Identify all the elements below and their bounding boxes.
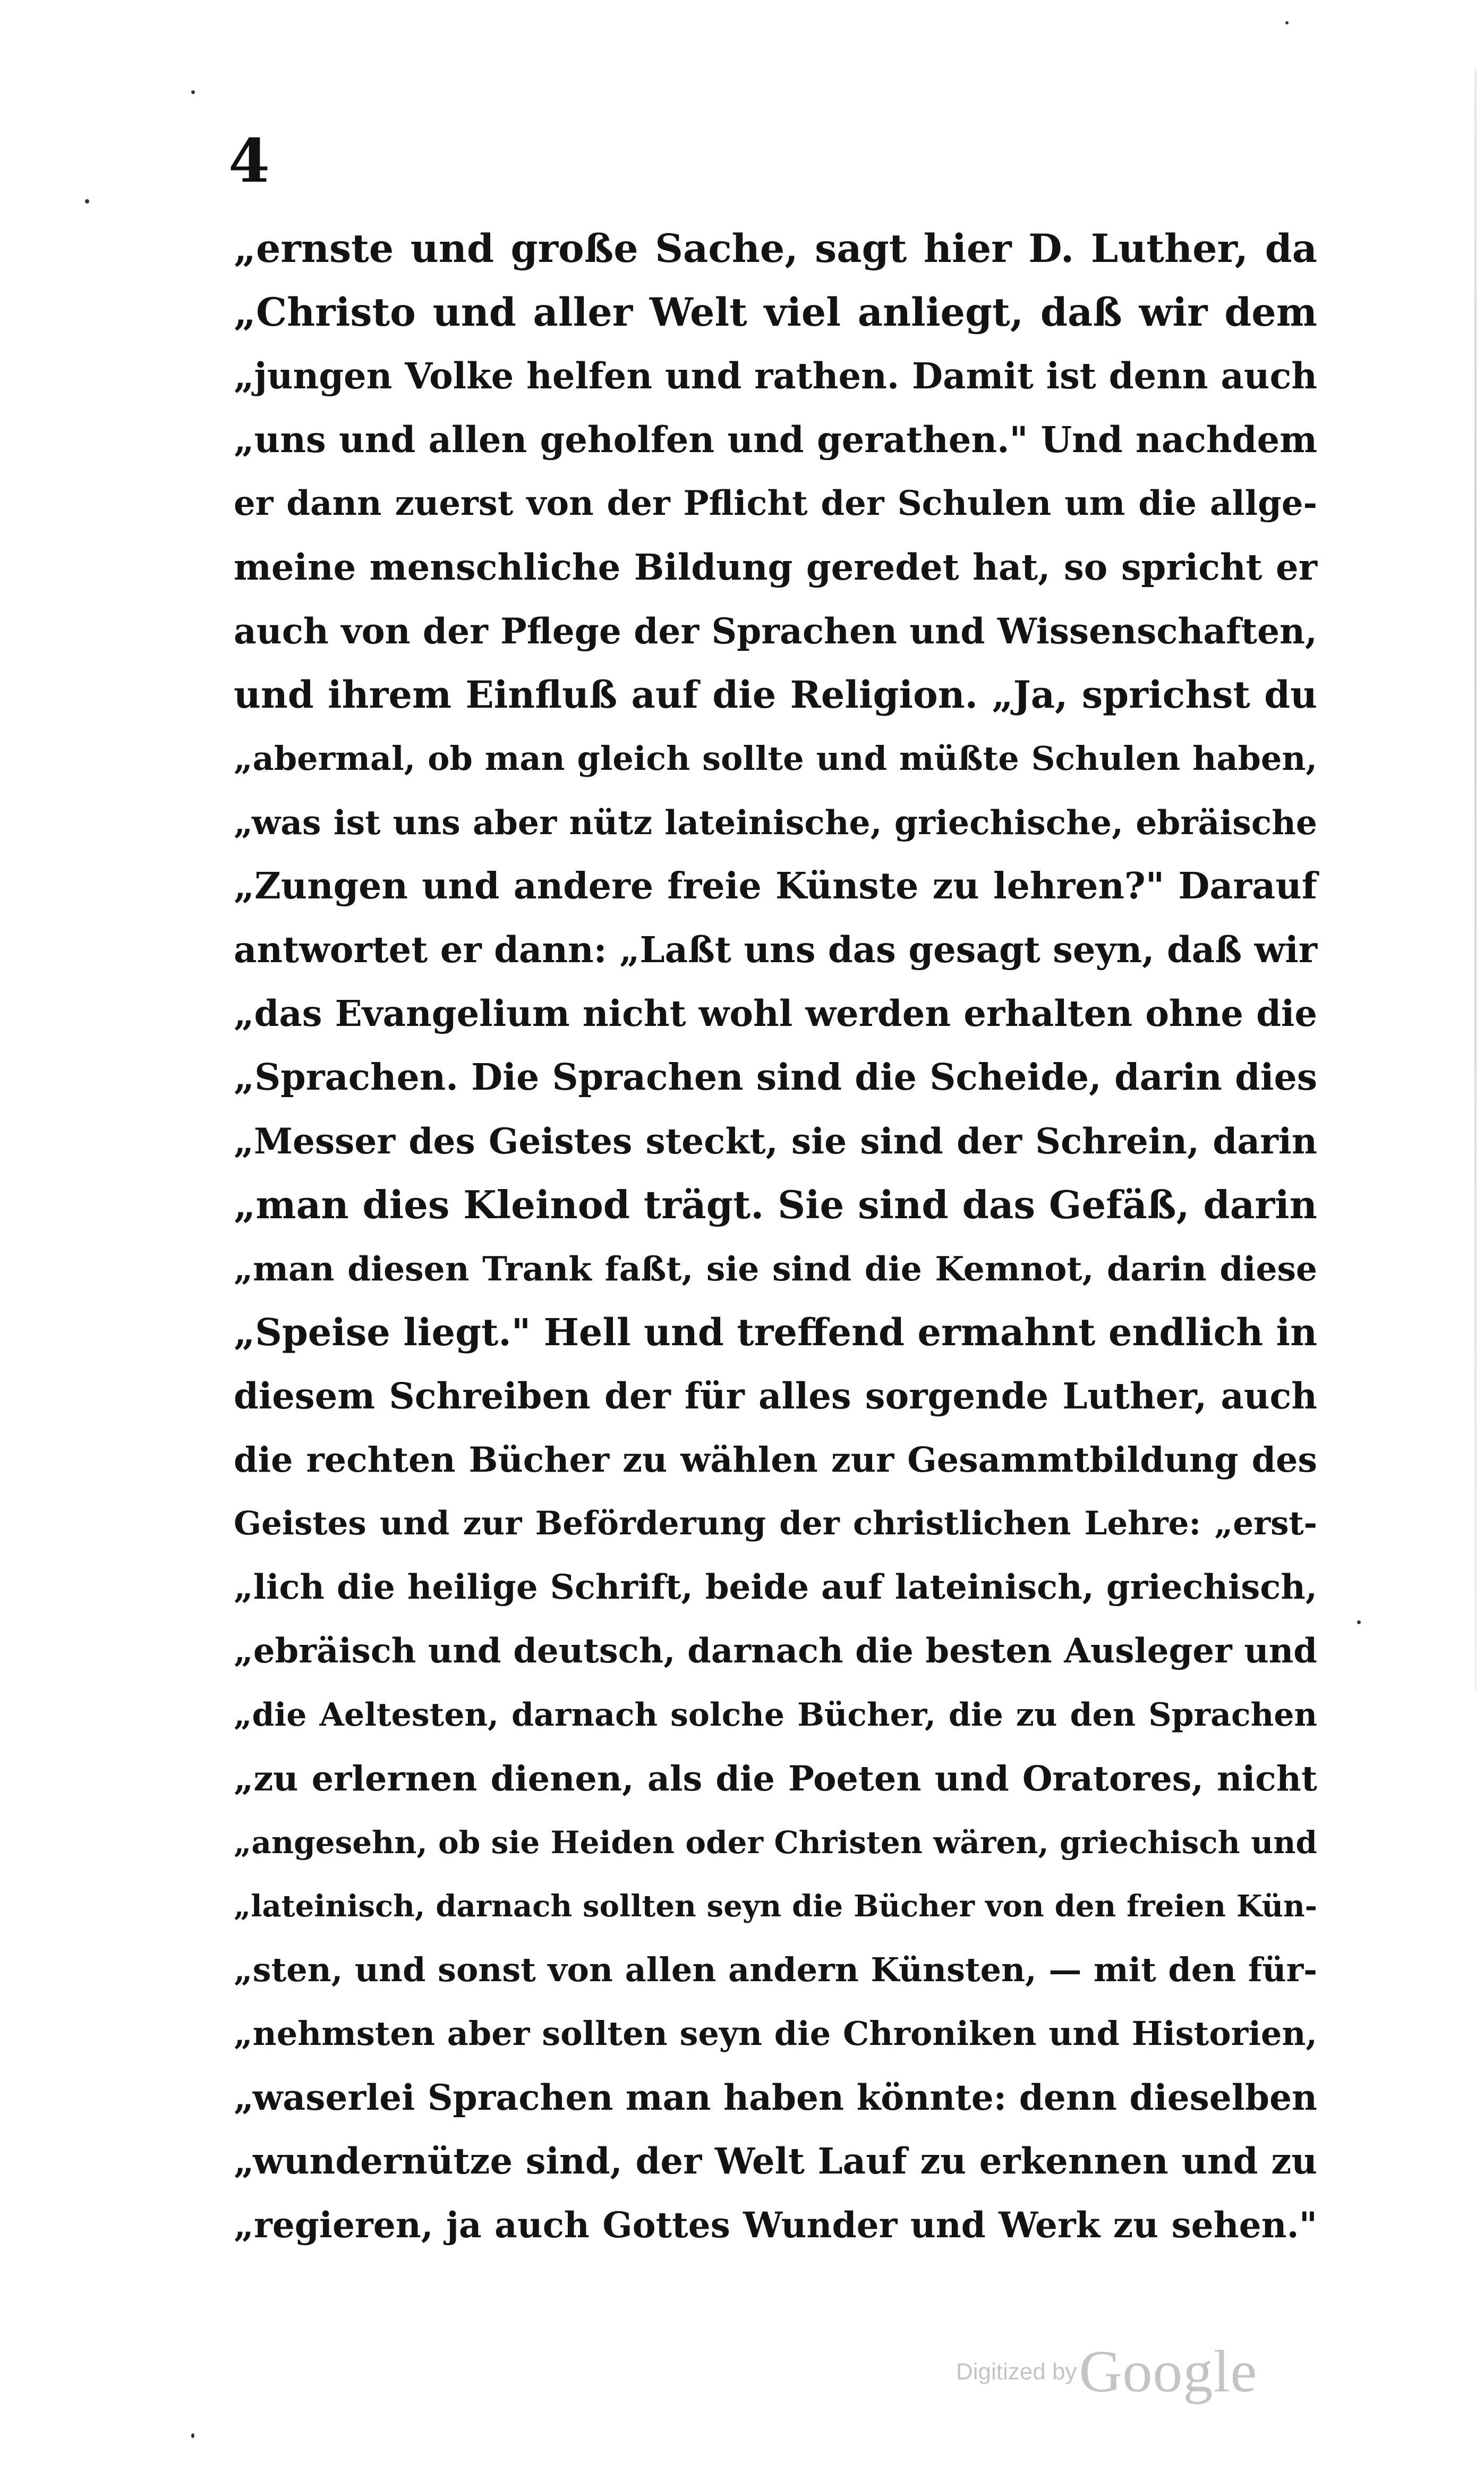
text-line: „waserlei Sprachen man haben könnte: denn dieselben [234,2077,1317,2118]
text-line: die rechten Bücher zu wählen zur Gesammtbildung des [234,1440,1317,1480]
text-line: „Sprachen. Die Sprachen sind die Scheide, darin dies [234,1056,1317,1099]
text-line: „angesehn, ob sie Heiden oder Christen wären, griechisch und [234,1824,1317,1861]
text-line: „wundernütze sind, der Welt Lauf zu erkennen und zu [234,2140,1317,2182]
text-line: Geistes und zur Beförderung der christlichen Lehre: „erst- [234,1505,1317,1542]
ink-speck [1357,1620,1361,1624]
text-line: meine menschliche Bildung geredet hat, so spricht er [234,546,1317,588]
text-line: „ebräisch und deutsch, darnach die besten Ausleger und [234,1631,1317,1671]
ink-speck [191,90,195,94]
ink-speck [1285,21,1289,24]
text-line: „Messer des Geistes steckt, sie sind der Schrein, darin [234,1120,1317,1162]
text-line: „lateinisch, darnach sollten seyn die Bücher von den freien Kün- [234,1889,1317,1924]
text-line: und ihrem Einfluß auf die Religion. „Ja, sprichst du [234,673,1317,717]
text-line: „Zungen und andere freie Künste zu lehren?" Darauf [234,865,1317,907]
page-number: 4 [228,126,270,196]
google-logo: Google [1079,2339,1258,2405]
text-line: „abermal, ob man gleich sollte und müßte Schulen haben, [234,739,1317,778]
text-line: diesem Schreiben der für alles sorgende Luther, auch [234,1375,1317,1417]
text-line: „Christo und aller Welt viel anliegt, daß wir dem [234,290,1317,335]
text-line: „sten, und sonst von allen andern Künsten, — mit den für- [234,1950,1317,1989]
text-line: „die Aeltesten, darnach solche Bücher, die zu den Sprachen [234,1696,1317,1734]
text-line: „man dies Kleinod trägt. Sie sind das Gefäß, darin [234,1182,1317,1227]
page-edge-shadow [1474,69,1477,1690]
text-line: „uns und allen geholfen und gerathen." Und nachdem [234,419,1317,461]
text-line: „jungen Volke helfen und rathen. Damit ist denn auch [234,355,1317,397]
ink-speck [85,199,89,203]
text-line: er dann zuerst von der Pflicht der Schulen um die allge- [234,483,1317,523]
text-line: „was ist uns aber nütz lateinische, griechische, ebräische [234,803,1317,842]
text-line: „ernste und große Sache, sagt hier D. Luther, da [234,226,1317,271]
text-line: „regieren, ja auch Gottes Wunder und Werk zu sehen." [234,2204,1317,2246]
body-text [234,217,1317,2257]
text-line: „man diesen Trank faßt, sie sind die Kemnot, darin diese [234,1249,1317,1288]
text-line: „nehmsten aber sollten seyn die Chroniken und Historien, [234,2014,1317,2053]
text-line: „das Evangelium nicht wohl werden erhalten ohne die [234,992,1317,1034]
text-line: „zu erlernen dienen, als die Poeten und Oratores, nicht [234,1759,1317,1799]
text-line: antwortet er dann: „Laßt uns das gesagt seyn, daß wir [234,929,1317,971]
text-line: auch von der Pflege der Sprachen und Wissenschaften, [234,610,1317,652]
digitized-by-watermark [956,2338,1257,2406]
ink-speck [191,2433,194,2438]
text-line: „Speise liegt." Hell und treffend ermahnt endlich in [234,1310,1317,1354]
text-line: „lich die heilige Schrift, beide auf lateinisch, griechisch, [234,1567,1317,1607]
watermark-prefix: Digitized by [956,2358,1077,2385]
